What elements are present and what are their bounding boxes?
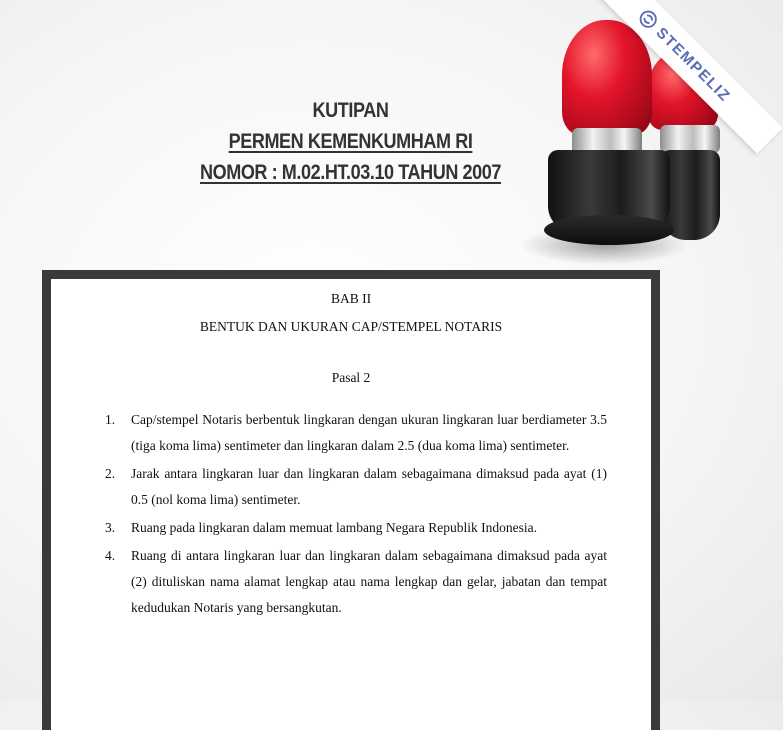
item-text: Jarak antara lingkaran luar dan lingkaran dalam sebagaimana dimaksud pada ayat (1) 0.5 (nol koma lima) sentimeter. <box>131 466 607 507</box>
item-text: Ruang pada lingkaran dalam memuat lambang Negara Republik Indonesia. <box>131 520 537 535</box>
item-number: 2. <box>105 466 116 481</box>
back-stamp-collar <box>660 125 720 153</box>
heading-regulation: PERMEN KEMENKUMHAM RI <box>228 130 473 153</box>
front-stamp-base <box>544 215 674 245</box>
brand-name: STEMPELIZ <box>652 23 735 106</box>
article-items <box>105 407 607 621</box>
item-number: 1. <box>105 412 116 427</box>
item-number: 4. <box>105 548 116 563</box>
item-text: Ruang di antara lingkaran luar dan lingkaran dalam sebagaimana dimaksud pada ayat (2) dituliskan nama alamat lengkap atau nama lengkap dan gelar, jabatan dan tempat kedudukan Notaris yang bersangkutan. <box>131 548 607 615</box>
article-title: Pasal 2 <box>331 370 371 385</box>
document-frame <box>42 270 660 730</box>
item-number: 3. <box>105 520 116 535</box>
list-item <box>105 543 607 621</box>
list-item <box>105 461 607 513</box>
list-item <box>105 515 607 541</box>
chapter-subtitle: BENTUK DAN UKURAN CAP/STEMPEL NOTARIS <box>199 319 503 334</box>
document-page <box>51 279 651 730</box>
list-item <box>105 407 607 459</box>
chapter-title: BAB II <box>330 291 372 306</box>
heading-number: NOMOR : M.02.HT.03.10 TAHUN 2007 <box>199 161 502 184</box>
item-text: Cap/stempel Notaris berbentuk lingkaran dengan ukuran lingkaran luar berdiameter 3.5 (tiga koma lima) sentimeter dan lingkaran dalam 2.5 (dua koma lima) sentimeter. <box>131 412 607 453</box>
heading-kutipan: KUTIPAN <box>312 99 389 122</box>
front-stamp-handle <box>562 20 652 135</box>
stempeliz-logo-icon <box>636 7 661 32</box>
